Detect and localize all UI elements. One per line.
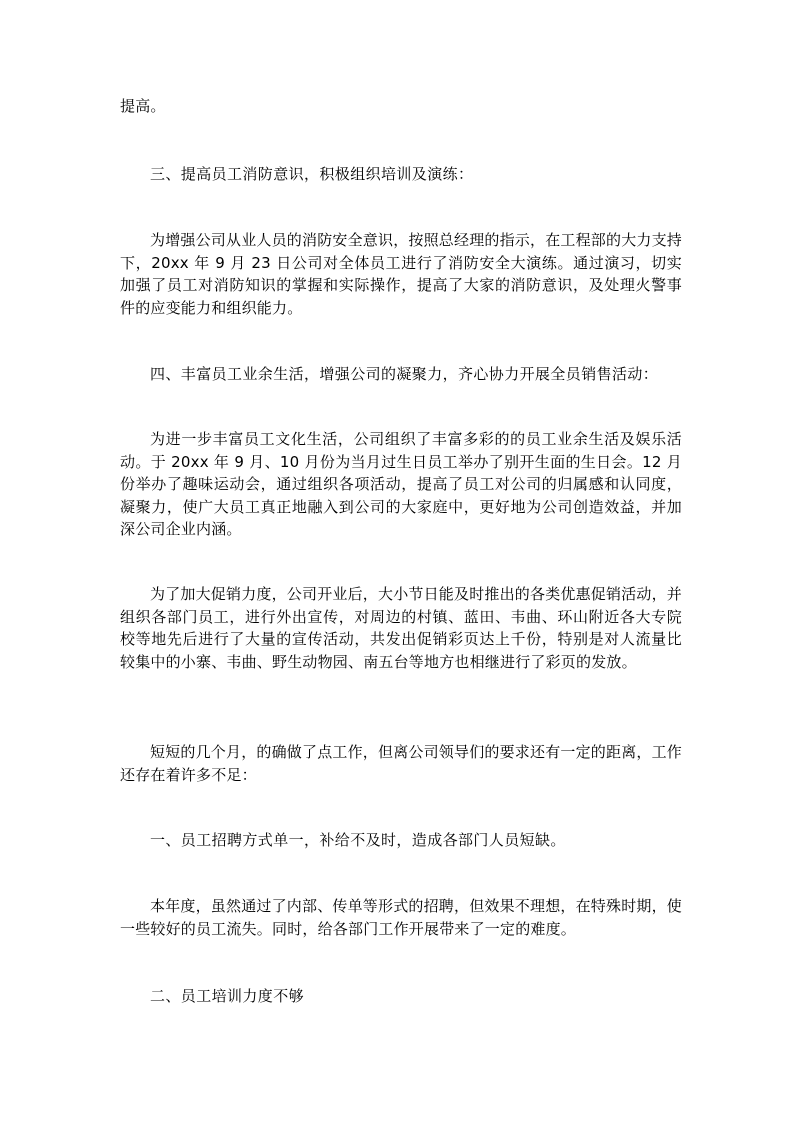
section-heading-4: 四、丰富员工业余生活，增强公司的凝聚力，齐心协力开展全员销售活动： [150, 365, 659, 383]
paragraph-continuation: 提高。 [120, 97, 166, 115]
paragraph-recruitment: 本年度，虽然通过了内部、传单等形式的招聘，但效果不理想，在特殊时期，使一些较好的员工流失。同时，给各部门工作开展带来了一定的难度。 [120, 897, 683, 938]
paragraph-activities: 为进一步丰富员工文化生活，公司组织了丰富多彩的的员工业余生活及娱乐活动。于 20xx 年 9 月、10 月份为当月过生日员工举办了别开生面的生日会。12 月份举办了趣味运动会，通过组织各项活动，提高了员工对公司的归属感和认同度，凝聚力，使广大员工真正地融入到公司的大家庭中，更好地为公司创造效益，并加深公司企业内涵。 [120, 430, 682, 539]
section-heading-two: 二、员工培训力度不够 [150, 987, 305, 1005]
section-heading-one: 一、员工招聘方式单一，补给不及时，造成各部门人员短缺。 [150, 831, 566, 849]
paragraph-shortcomings: 短短的几个月，的确做了点工作，但离公司领导们的要求还有一定的距离，工作还存在着许多不足： [120, 743, 683, 784]
paragraph-promotion: 为了加大促销力度，公司开业后，大小节日能及时推出的各类优惠促销活动，并组织各部门员工，进行外出宣传，对周边的村镇、蓝田、韦曲、环山附近各大专院校等地先后进行了大量的宣传活动，共发出促销彩页达上千份，特别是对人流量比较集中的小寨、韦曲、野生动物园、南五台等地方也相继进行了彩页的发放。 [120, 585, 683, 671]
section-heading-3: 三、提高员工消防意识，积极组织培训及演练： [150, 165, 474, 183]
paragraph-fire-drill: 为增强公司从业人员的消防安全意识，按照总经理的指示，在工程部的大力支持下，20xx 年 9 月 23 日公司对全体员工进行了消防安全大演练。通过演习，切实加强了员工对消防知识的掌握和实际操作，提高了大家的消防意识，及处理火警事件的应变能力和组织能力。 [120, 231, 683, 317]
